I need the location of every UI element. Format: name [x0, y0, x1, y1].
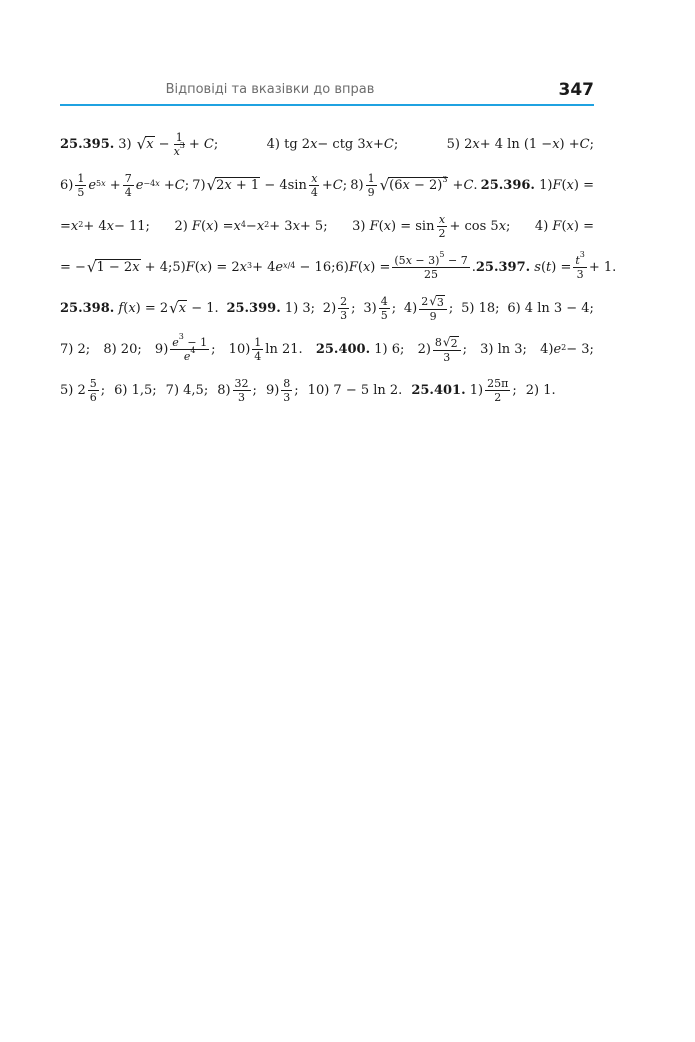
answer-line-3: = x $^2$ + 4 x − 11; 2) F ( x ) = x $^4$ − x $^2$ + 3 x + 5; 3) F ( x ) = sin $\frac{x}{2}$ + cos 5 x ; 4) F ( x ) =: [60, 213, 594, 240]
answer-line-4: = − √ 1 − 2x + 4; 5) F ( x ) = 2 x $^3$ + 4 e $^{x /4}$ − 16; 6) F ( x ) = $\frac{(5x - 3)^5 - 7}{25}$ . 25.397. s ( t ) = $\frac{t^3}{3}$ + 1.: [60, 250, 617, 281]
answer-line-2: 6) $\frac{1}{5}$ e $^{5x}$ + $\frac{7}{4}$ e $^{-4x}$ + C ; 7) √ 2x + 1 − 4sin $\frac{x}{4}$ + C ; 8) $\frac{1}{9}$ √ $(6x - 2)^3$ + C . 25.396. 1) F ( x ) =: [60, 172, 594, 199]
answer-line-7: 5) 2 $\frac{5}{6}$ ; 6) 1,5; 7) 4,5; 8) $\frac{32}{3}$ ; 9) $\frac{8}{3}$ ; 10) 7 − 5 ln 2. 25.401. 1) $\frac{25\pi}{2}$ ; 2) 1.: [60, 377, 556, 404]
header-rule: [60, 104, 594, 106]
problem-number: 25.401.: [411, 383, 466, 398]
problem-number: 25.398.: [60, 301, 115, 316]
problem-number: 25.397.: [475, 260, 531, 275]
answers-block: [60, 124, 617, 411]
page-number: 347: [558, 80, 594, 100]
answer-line-6: 7) 2; 8) 20; 9) $\frac{e^3 - 1}{e^4}$ ; 10) $\frac{1}{4}$ ln 21. 25.400. 1) 6; 2) 8 √ 2 3 ; 3) ln 3; 4) e $^2$ − 3;: [60, 332, 594, 364]
answer-line-1: 25.395. 3) √ x − $\frac{1}{x^3}$ + C ; 4) tg 2 x − ctg 3 x + C ; 5) 2 x + 4 ln (1 − x ) + C ;: [60, 131, 594, 158]
answer-line-5: 25.398. f ( x ) = 2 √ x − 1. 25.399. 1) 3; 2) $\frac{2}{3}$ ; 3) $\frac{4}{5}$ ; 4) 2 √ 3 9 ; 5) 18; 6) 4 ln 3 − 4;: [60, 293, 594, 323]
problem-number: 25.395.: [60, 137, 115, 152]
problem-number: 25.400.: [315, 342, 371, 357]
problem-number: 25.399.: [226, 301, 281, 316]
header-title: Відповіді та вказівки до вправ: [165, 82, 375, 97]
problem-number: 25.396.: [480, 178, 535, 193]
